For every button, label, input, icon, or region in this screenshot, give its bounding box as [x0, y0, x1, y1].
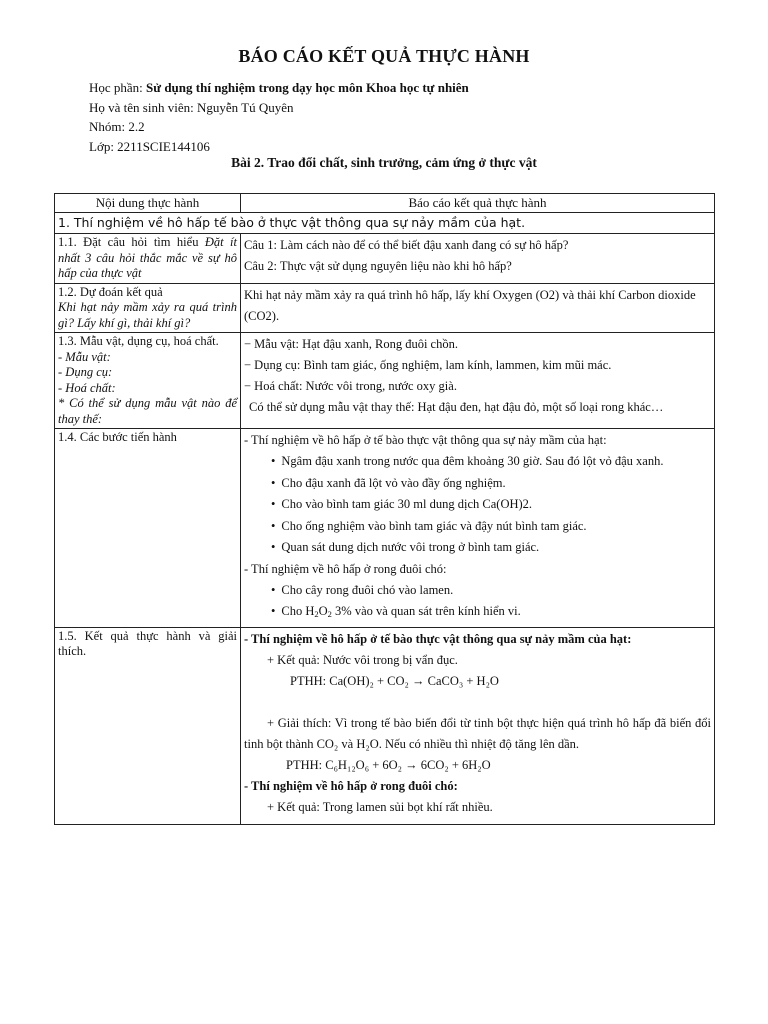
report-table — [54, 193, 715, 825]
course-label: Học phần: — [89, 80, 147, 95]
row-content — [241, 627, 715, 824]
list-item: • Cho cây rong đuôi chó vào lamen. — [244, 580, 711, 602]
list-item: • Quan sát dung dịch nước vôi trong ở bình tam giác. — [244, 537, 711, 559]
class-line: Lớp: 2211SCIE144106 — [89, 138, 210, 154]
row-content — [241, 333, 715, 429]
row-label-note: * Có thể sử dụng mẫu vật nào để thay thế: — [58, 396, 237, 426]
materials-tools: − Dụng cụ: Bình tam giác, ống nghiệm, lam kính, lammen, kim mũi mác. — [244, 358, 612, 373]
equation-1: PTHH: Ca(OH)₂ + CO₂ → CaCO₃ + H₂O — [290, 673, 499, 688]
student-line: Họ và tên sinh viên: Nguyễn Tú Quyên — [89, 99, 294, 115]
row-label — [55, 283, 241, 333]
result-2: + Kết quả: Trong lamen sủi bọt khí rất nhiều. — [267, 799, 493, 814]
row-label-note: Đặt ít nhất 3 câu hỏi thắc mắc về sự hô hấp của thực vật — [58, 235, 237, 281]
list-item: • Cho đậu xanh đã lột vỏ vào đầy ống nghiệm. — [244, 473, 711, 495]
materials-specimen: − Mẫu vật: Hạt đậu xanh, Rong đuôi chồn. — [244, 337, 458, 352]
formula-part: O — [318, 604, 328, 619]
explanation: + Giải thích: Vì trong tế bào biến đổi từ tinh bột thực hiện quá trình hô hấp đã biến đổi tinh bột thành CO₂ và H₂O. Nếu có nhiều thì nhiệt độ tăng lên dần. — [244, 715, 711, 751]
col-header-content: Nội dung thực hành — [55, 194, 241, 213]
list-item: • Ngâm đậu xanh trong nước qua đêm khoảng 30 giờ. Sau đó lột vỏ đậu xanh. — [244, 451, 711, 473]
result-1: + Kết quả: Nước vôi trong bị vẩn đục. — [267, 652, 458, 667]
procedure-heading-2: - Thí nghiệm về hô hấp ở rong đuôi chó: — [244, 561, 447, 576]
result-heading-1: - Thí nghiệm về hô hấp ở tế bào thực vật thông qua sự nảy mầm của hạt: — [244, 631, 632, 646]
table-row — [55, 429, 715, 628]
formula-part: Cho H — [281, 604, 315, 619]
row-label-text: 1.3. Mẫu vật, dụng cụ, hoá chất. — [58, 334, 219, 349]
row-label-note: Khi hạt nảy mầm xảy ra quá trình gì? Lấy khí gì, thải khí gì? — [58, 300, 237, 330]
section-title: 1. Thí nghiệm về hô hấp tế bào ở thực vật thông qua sự nảy mầm của hạt. — [55, 212, 715, 234]
list-item — [244, 601, 711, 626]
report-title: BÁO CÁO KẾT QUẢ THỰC HÀNH — [238, 46, 530, 66]
course-line — [89, 78, 469, 98]
equation-2: PTHH: C₆H₁₂O₆ + 6O₂ → 6CO₂ + 6H₂O — [286, 757, 491, 772]
question-1: Câu 1: Làm cách nào để có thể biết đậu xanh đang có sự hô hấp? — [244, 238, 569, 253]
row-label — [55, 333, 241, 429]
formula-subscript: 2 — [314, 609, 319, 620]
row-content — [241, 429, 715, 628]
section-row — [55, 212, 715, 234]
row-label-text: 1.2. Dự đoán kết quả — [58, 284, 163, 299]
row-label — [55, 234, 241, 284]
row-label: 1.5. Kết quả thực hành và giải thích. — [55, 627, 241, 824]
spacer — [244, 692, 711, 713]
group-line: Nhóm: 2.2 — [89, 119, 145, 134]
formula-subscript: 2 — [327, 609, 332, 620]
materials-substitute: Có thể sử dụng mẫu vật thay thế: Hạt đậu đen, hạt đậu đỏ, một số loại rong khác… — [249, 400, 664, 415]
row-content — [241, 234, 715, 284]
question-2: Câu 2: Thực vật sử dụng nguyên liệu nào khi hô hấp? — [244, 259, 512, 274]
row-label-text: 1.1. Đặt câu hỏi tìm hiểu — [58, 235, 205, 250]
col-header-report: Báo cáo kết quả thực hành — [241, 194, 715, 213]
table-row — [55, 333, 715, 429]
prediction-text: Khi hạt nảy mầm xảy ra quá trình hô hấp, lấy khí Oxygen (O2) và thải khí Carbon dioxide (CO2). — [244, 287, 696, 323]
row-label-note: - Dụng cụ: — [58, 365, 113, 380]
list-item: • Cho vào bình tam giác 30 ml dung dịch Ca(OH)2. — [244, 494, 711, 516]
row-label-note: - Mẫu vật: — [58, 349, 111, 364]
row-content — [241, 283, 715, 333]
row-label-note: - Hoá chất: — [58, 380, 116, 395]
lesson-title: Bài 2. Trao đổi chất, sinh trưởng, cảm ứng ở thực vật — [231, 155, 537, 170]
report-meta — [89, 78, 469, 156]
list-item: • Cho ống nghiệm vào bình tam giác và đậy nút bình tam giác. — [244, 516, 711, 538]
table-row — [55, 627, 715, 824]
formula-part: 3% vào và quan sát trên kính hiển vi. — [331, 604, 521, 619]
row-label: 1.4. Các bước tiến hành — [55, 429, 241, 628]
course-value: Sử dụng thí nghiệm trong dạy học môn Khoa học tự nhiên — [146, 80, 469, 95]
procedure-heading-1: - Thí nghiệm về hô hấp ở tế bào thực vật thông qua sự nảy mầm của hạt: — [244, 433, 607, 448]
table-row — [55, 234, 715, 284]
table-header-row — [55, 194, 715, 213]
result-heading-2: - Thí nghiệm về hô hấp ở rong đuôi chó: — [244, 778, 458, 793]
table-row — [55, 283, 715, 333]
materials-chemicals: − Hoá chất: Nước vôi trong, nước oxy già. — [244, 379, 457, 394]
